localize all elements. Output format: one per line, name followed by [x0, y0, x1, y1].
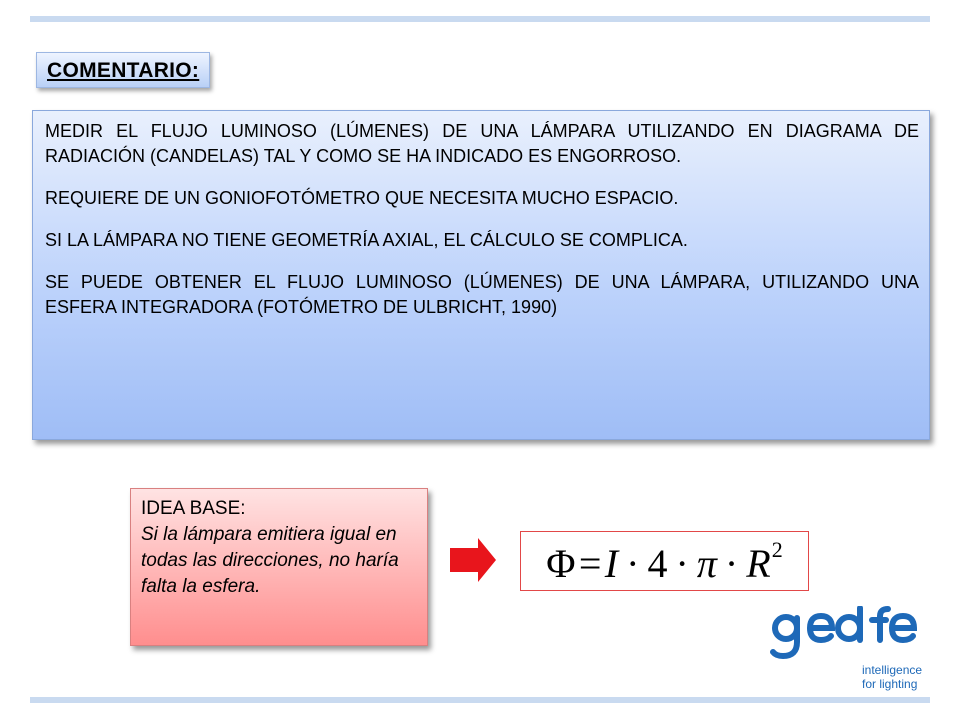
- logo-tagline-line-1: intelligence: [862, 663, 923, 677]
- formula-dot: ·: [626, 540, 640, 586]
- section-heading: COMENTARIO:: [36, 52, 210, 88]
- formula-radius: R: [746, 540, 771, 586]
- formula-exponent: 2: [771, 536, 783, 562]
- formula-equals: =: [578, 540, 602, 586]
- right-arrow-icon: [450, 536, 498, 584]
- formula-dot: ·: [675, 540, 689, 586]
- luminous-flux-formula: [546, 536, 783, 586]
- comment-paragraph: SE PUEDE OBTENER EL FLUJO LUMINOSO (LÚMENES) DE UNA LÁMPARA, UTILIZANDO UNA ESFERA INTEGRADORA (FOTÓMETRO DE ULBRICHT, 1990): [45, 272, 919, 317]
- comment-box: [32, 110, 930, 440]
- top-divider: [30, 16, 930, 22]
- logo-tagline-line-2: for lighting: [862, 677, 918, 691]
- formula-box: [520, 531, 809, 591]
- comment-paragraph: REQUIERE DE UN GONIOFOTÓMETRO QUE NECESITA MUCHO ESPACIO.: [45, 188, 679, 208]
- bottom-divider: [30, 697, 930, 703]
- formula-dot: ·: [724, 540, 739, 586]
- formula-intensity: I: [604, 540, 619, 586]
- idea-text: Si la lámpara emitiera igual en todas las direcciones, no haría falta la esfera.: [141, 524, 399, 597]
- formula-pi: π: [696, 540, 717, 586]
- idea-title: IDEA BASE:: [141, 498, 246, 519]
- formula-phi: Φ: [546, 540, 576, 586]
- logo-tagline: [862, 663, 922, 691]
- comment-paragraph: MEDIR EL FLUJO LUMINOSO (LÚMENES) DE UNA LÁMPARA UTILIZANDO EN DIAGRAMA DE RADIACIÓN (CANDELAS) TAL Y COMO SE HA INDICADO ES ENGORROSO.: [45, 121, 919, 166]
- formula-four: 4: [647, 540, 668, 586]
- comment-paragraph: SI LA LÁMPARA NO TIENE GEOMETRÍA AXIAL, EL CÁLCULO SE COMPLICA.: [45, 230, 688, 250]
- idea-box: [130, 488, 428, 646]
